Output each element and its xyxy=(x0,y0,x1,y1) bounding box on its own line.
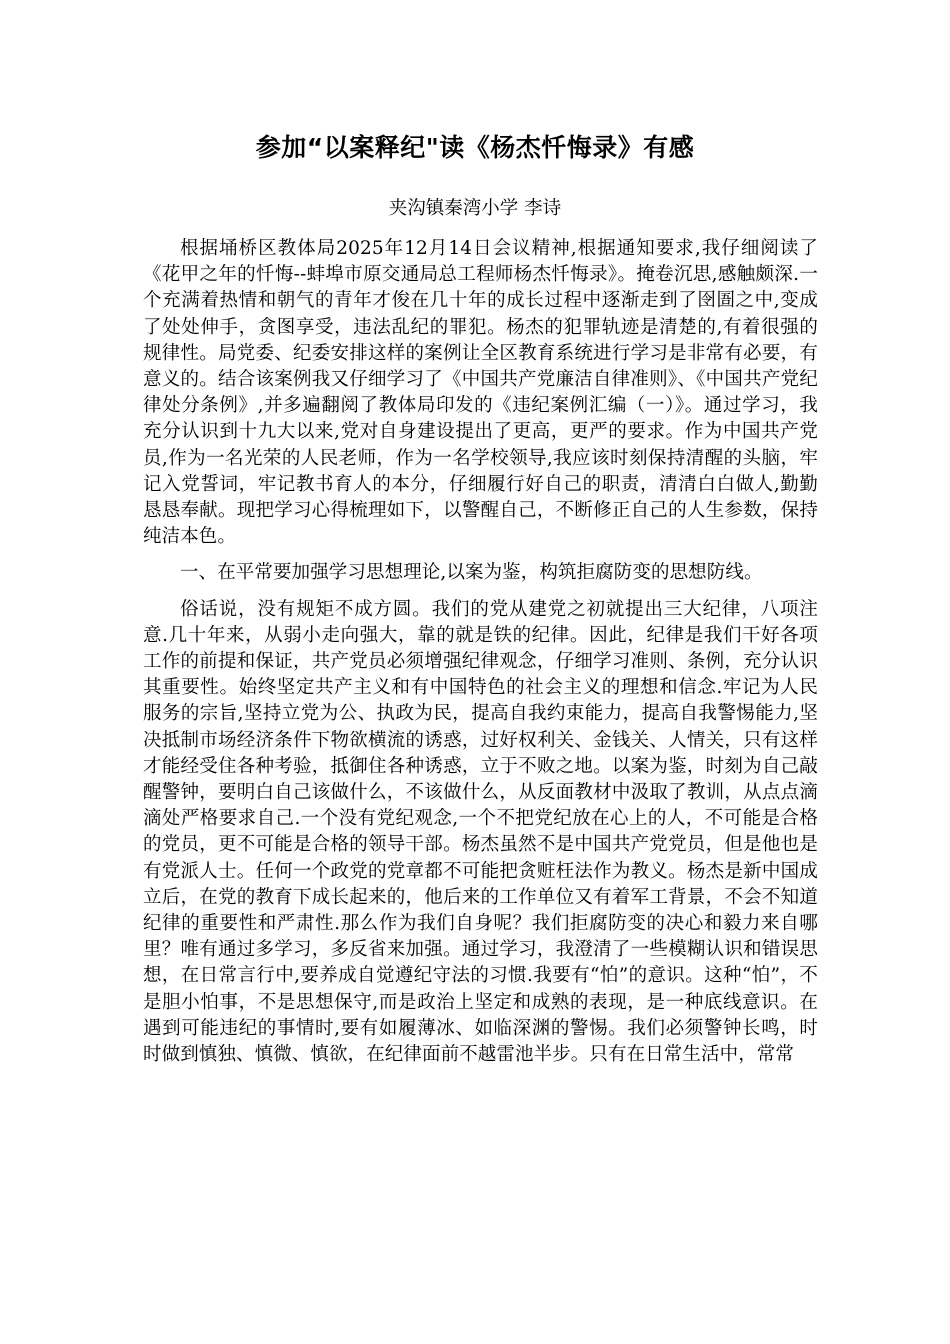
document-body xyxy=(143,236,818,1078)
document-author: 夹沟镇秦湾小学 李诗 xyxy=(388,198,562,219)
paragraph-intro: 根据埇桥区教体局2025年12月14日会议精神,根据通知要求,我仔细阅读了《花甲之年的忏悔--蚌埠市原交通局总工程师杨杰忏悔录》。掩卷沉思,感触颇深.一个充满着热情和朝气的青年才俊在几十年的成长过程中逐渐走到了囹圄之中,变成了处处伸手，贪图享受，违法乱纪的罪犯。杨杰的犯罪轨迹是清楚的,有着很强的规律性。局党委、纪委安排这样的案例让全区教育系统进行学习是非常有必要，有意义的。结合该案例我又仔细学习了《中国共产党廉洁自律准则》、《中国共产党纪律处分条例》,并多遍翻阅了教体局印发的《违纪案例汇编（一）》。通过学习，我充分认识到十九大以来,党对自身建设提出了更高，更严的要求。作为中国共产党员,作为一名光荣的人民老师，作为一名学校领导,我应该时刻保持清醒的头脑，牢记入党誓词，牢记教书育人的本分，仔细履行好自己的职责，清清白白做人,勤勤恳恳奉献。现把学习心得梳理如下，以警醒自己，不断修正自己的人生参数，保持纯洁本色。 xyxy=(143,238,818,548)
document-title: 参加“以案释纪"读《杨杰忏悔录》有感 xyxy=(255,133,695,162)
paragraph-discipline: 俗话说，没有规矩不成方圆。我们的党从建党之初就提出三大纪律，八项注意.几十年来，从弱小走向强大，靠的就是铁的纪律。因此，纪律是我们干好各项工作的前提和保证，共产党员必须增强纪律观念，仔细学习准则、条例，充分认识其重要性。始终坚定共产主义和有中国特色的社会主义的理想和信念.牢记为人民服务的宗旨,坚持立党为公、执政为民，提高自我约束能力，提高自我警惕能力,坚决抵制市场经济条件下物欲横流的诱惑，过好权利关、金钱关、人情关，只有这样才能经受住各种考验，抵御住各种诱惑，立于不败之地。以案为鉴，时刻为自己敲醒警钟，要明白自己该做什么，不该做什么，从反面教材中汲取了教训，从点点滴滴处严格要求自己.一个没有党纪观念,一个不把党纪放在心上的人，不可能是合格的党员，更不可能是合格的领导干部。杨杰虽然不是中国共产党党员，但是他也是有党派人士。任何一个政党的党章都不可能把贪赃枉法作为教义。杨杰是新中国成立后，在党的教育下成长起来的，他后来的工作单位又有着军工背景，不会不知道纪律的重要性和严肃性.那么作为我们自身呢？我们拒腐防变的决心和毅力来自哪里？唯有通过多学习，多反省来加强。通过学习，我澄清了一些模糊认识和错误思想，在日常言行中,要养成自觉遵纪守法的习惯.我要有“怕”的意识。这种“怕”，不是胆小怕事，不是思想保守,而是政治上坚定和成熟的表现，是一种底线意识。在遇到可能违纪的事情时,要有如履薄冰、如临深渊的警惕。我们必须警钟长鸣，时时做到慎独、慎微、慎欲，在纪律面前不越雷池半步。只有在日常生活中，常常 xyxy=(143,598,818,1066)
paragraph-section-heading: 一、在平常要加强学习思想理论,以案为鉴，构筑拒腐防变的思想防线。 xyxy=(180,562,763,584)
